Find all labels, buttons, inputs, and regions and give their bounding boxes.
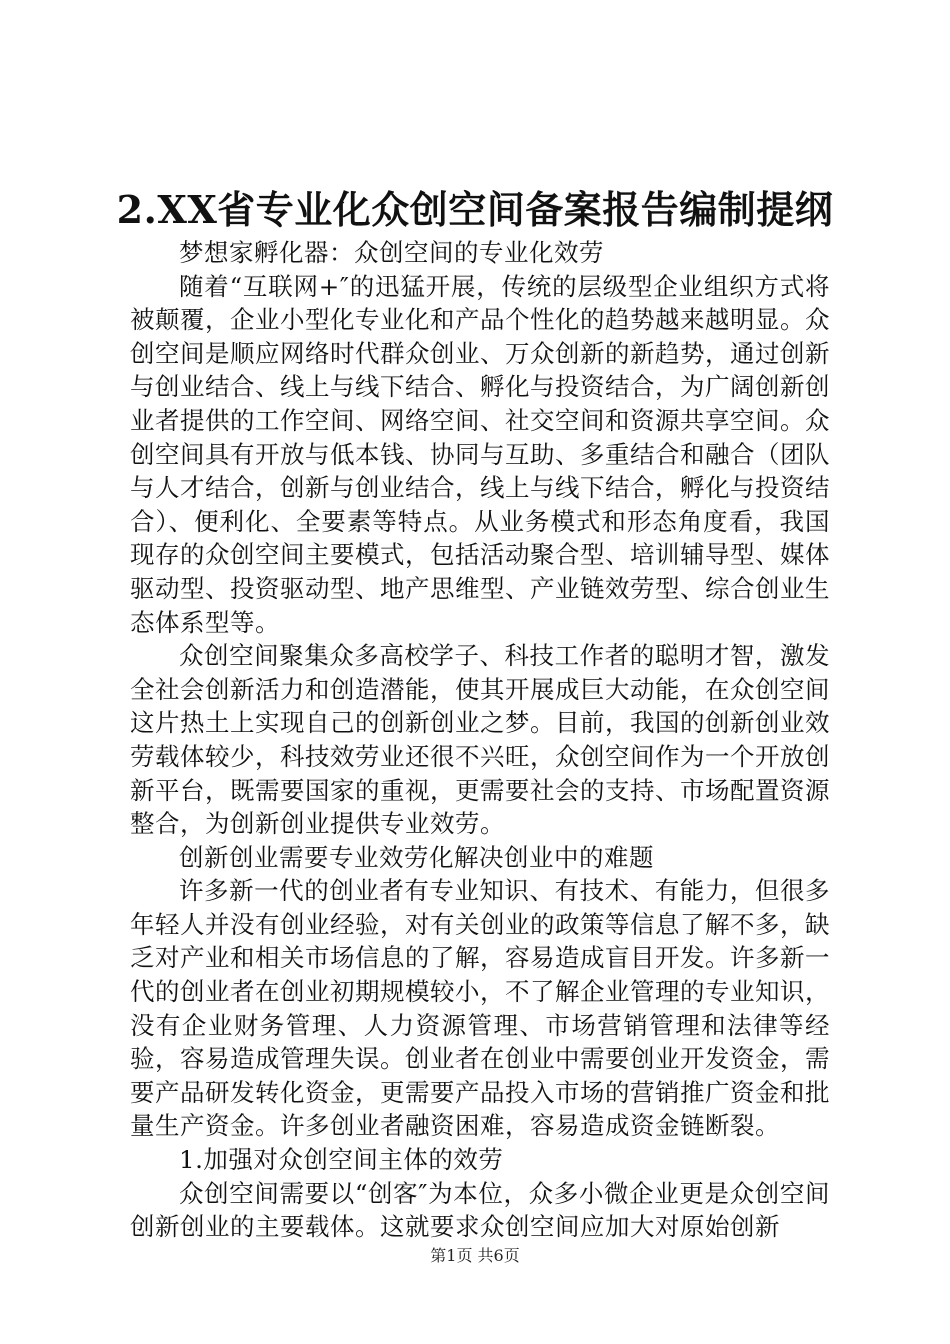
- paragraph: 众创空间聚集众多高校学子、科技工作者的聪明才智，激发全社会创新活力和创造潜能，使其开展成巨大动能，在众创空间这片热土上实现自己的创新创业之梦。目前，我国的创新创业效劳载体较少，科技效劳业还很不兴旺，众创空间作为一个开放创新平台，既需要国家的重视，更需要社会的支持、市场配置资源整合，为创新创业提供专业效劳。: [130, 641, 830, 839]
- paragraph-heading: 1.加强对众创空间主体的效劳: [179, 1145, 504, 1175]
- paragraph-subtitle: 梦想家孵化器：众创空间的专业化效劳: [179, 238, 604, 267]
- paragraph: 众创空间需要以“创客″为本位，众多小微企业更是众创空间创新创业的主要载体。这就要求众创空间应加大对原始创新: [130, 1178, 830, 1242]
- paragraph: 随着“互联网+″的迅猛开展，传统的层级型企业组织方式将被颠覆，企业小型化专业化和产品个性化的趋势越来越明显。众创空间是顺应网络时代群众创业、万众创新的新趋势，通过创新与创业结合、线上与线下结合、孵化与投资结合，为广阔创新创业者提供的工作空间、网络空间、社交空间和资源共享空间。众创空间具有开放与低本钱、协同与互助、多重结合和融合（团队与人才结合，创新与创业结合，线上与线下结合，孵化与投资结合）、便利化、全要素等特点。从业务模式和形态角度看，我国现存的众创空间主要模式，包括活动聚合型、培训辅导型、媒体驱动型、投资驱动型、地产思维型、产业链效劳型、综合创业生态体系型等。: [130, 271, 830, 637]
- paragraph: 许多新一代的创业者有专业知识、有技术、有能力，但很多年轻人并没有创业经验，对有关创业的政策等信息了解不多，缺乏对产业和相关市场信息的了解，容易造成盲目开发。许多新一代的创业者在创业初期规模较小，不了解企业管理的专业知识，没有企业财务管理、人力资源管理、市场营销管理和法律等经验，容易造成管理失误。创业者在创业中需要创业开发资金，需要产品研发转化资金，更需要产品投入市场的营销推广资金和批量生产资金。许多创业者融资困难，容易造成资金链断裂。: [130, 876, 830, 1141]
- page-footer: 第1页 共6页: [430, 1246, 520, 1265]
- paragraph-heading: 创新创业需要专业效劳化解决创业中的难题: [179, 842, 654, 872]
- document-body: [130, 236, 830, 1244]
- document-title: 2.XX省专业化众创空间备案报告编制提纲: [116, 187, 834, 232]
